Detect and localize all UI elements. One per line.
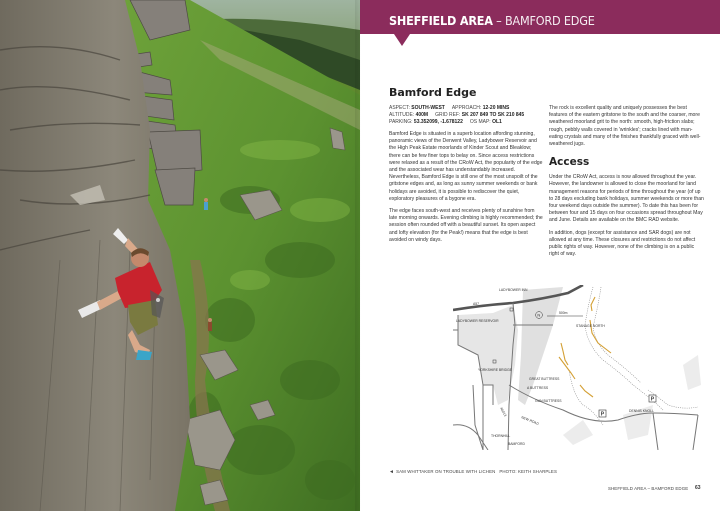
crag-info-row-2	[389, 112, 544, 119]
svg-text:N: N	[537, 312, 541, 318]
crag-title: Bamford Edge	[389, 86, 477, 99]
label-new-road: NEW ROAD	[520, 415, 540, 426]
belayer-figure	[204, 198, 208, 210]
access-paragraph-2: In addition, dogs (except for assistance and SAR dogs) are not allowed at any time. These closures and restrictions do not affect public rights of way. However, none of the climbing is on a public right of way.	[549, 229, 696, 258]
parking-value: 53.352099, -1.678122	[413, 119, 463, 125]
label-a6013: A6013	[499, 406, 508, 418]
page-number: 63	[695, 485, 701, 491]
caption-arrow-icon: ◄	[389, 469, 395, 475]
approach-label: APPROACH:	[451, 105, 483, 111]
intro-paragraph: Bamford Edge is situated in a superb location affording stunning, panoramic views of the Derwent Valley, Ladybower Reservoir and the High Peak Estate moorlands of Kinder Scout and Bleaklow; there can be few finer tops to belay on. Since access restrictions were relaxed as a result of the CRoW Act, the popularity of the edge and the associated wear has understandably increased. Nevertheless, Bamford Edge is still one of the most unspoilt of the gritstone edges and, as long as sunny summer weekends or bank holidays are avoided, it is possible to rediscover the quiet, exploratory pleasures of a bygone era.	[389, 131, 543, 202]
section-banner	[360, 0, 720, 34]
banner-area: SHEFFIELD AREA	[389, 13, 493, 28]
approach-value: 12-20 MINS	[482, 105, 510, 111]
grid-ref-label: GRID REF:	[435, 112, 462, 118]
os-map-value: OL1	[492, 119, 502, 125]
aspect-paragraph: The edge faces south-west and receives plenty of sunshine from late morning onwards. Evening climbing is highly recommended; the session often rounded off with a beautiful sunset. Its open aspect and lofty elevation (for the Peak!) means that the edge is best avoided on windy days.	[389, 208, 543, 243]
running-footer: SHEFFIELD AREA – BAMFORD EDGE	[608, 486, 689, 491]
grid-ref-value: SK 207 849 TO SK 210 845	[461, 112, 525, 118]
access-paragraph-1: Under the CRoW Act, access is now allowed throughout the year. However, the landowner is allowed to close the moorland for land management reasons for periods of time throughout the year (of up to 28 days excluding bank holidays, summer weekends or more than four weekend days outside the summer). To date this has been for between four and 15 days on four occasions spread throughout May and June. Details are available on the BMC RAD website.	[549, 174, 704, 224]
label-great-buttress: GREAT BUTTRESS	[529, 377, 560, 381]
scale-label: 500m	[559, 311, 568, 315]
parking-label-2: P	[650, 396, 655, 403]
caption-text: SAM WHITTAKER ON TROUBLE WITH LICHEN	[396, 469, 496, 474]
label-bamford: BAMFORD	[508, 442, 525, 446]
crag-info-row-1	[389, 105, 544, 112]
label-gun-buttress: GUN BUTTRESS	[535, 399, 562, 403]
crag-info-block	[389, 105, 544, 126]
access-heading: Access	[549, 156, 590, 169]
banner-notch-pointer	[394, 34, 410, 46]
aspect-label: ASPECT:	[389, 105, 412, 111]
rock-paragraph: The rock is excellent quality and uniquely possesses the best features of the eastern gritstone to the south and the coarser, more weathered moorland grit to the north: smooth, high-friction slabs; rough, pebbly walls covered in 'wrinkles'; cracks lined with man-eating crystals and many of the finishes thankfully graced with well-weathered jugs.	[549, 105, 701, 148]
label-stanage-north: STANAGE NORTH	[576, 324, 605, 328]
label-a-buttress: A BUTTRESS	[527, 386, 549, 390]
label-ladybower-inn: LADYBOWER INN	[499, 288, 528, 292]
parking-label: PARKING:	[389, 119, 414, 125]
altitude-value: 400M	[415, 112, 429, 118]
label-thornhill: THORNHILL	[491, 434, 511, 438]
label-ladybower-reservoir: LADYBOWER RESERVOIR	[456, 319, 499, 323]
photo-caption	[389, 469, 557, 475]
aspect-value: SOUTH-WEST	[411, 105, 445, 111]
label-dennis-knoll: DENNIS KNOLL	[629, 409, 654, 413]
approach-map	[453, 285, 703, 450]
label-yorkshire-bridge: YORKSHIRE BRIDGE	[478, 368, 512, 372]
crag-info-row-3	[389, 119, 544, 126]
altitude-label: ALTITUDE:	[389, 112, 416, 118]
os-map-label: OS MAP:	[469, 119, 493, 125]
text-column-left	[389, 86, 544, 249]
banner-crag: BAMFORD EDGE	[504, 13, 595, 28]
text-column-right	[549, 105, 705, 263]
label-a57: A57	[473, 302, 480, 306]
guidebook-page	[360, 0, 720, 511]
parking-label-1: P	[600, 411, 605, 418]
photo-credit: PHOTO: KEITH SHARPLES	[499, 469, 557, 474]
banner-title	[389, 13, 595, 28]
banner-separator: –	[492, 13, 505, 28]
